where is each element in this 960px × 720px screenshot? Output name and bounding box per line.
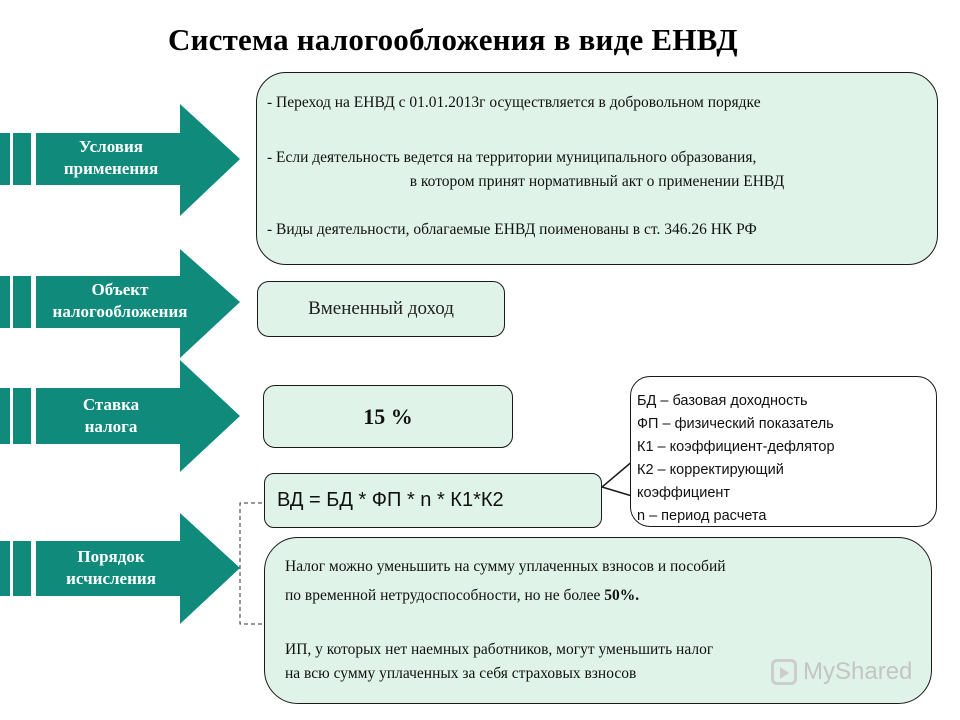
calculation-limit: 50%. — [604, 587, 640, 604]
arrow-stripe — [0, 541, 10, 596]
row-label-rate — [36, 394, 186, 438]
calculation-line — [285, 587, 639, 605]
condition-line: в котором принят нормативный акт о применении ЕНВД — [409, 173, 785, 190]
row-label-line: налога — [84, 417, 138, 436]
condition-line: - Если деятельность ведется на территории муниципального образования, — [267, 149, 757, 166]
row-label-object — [32, 279, 208, 323]
legend-item: БД – базовая доходность — [637, 393, 808, 409]
condition-line: - Виды деятельности, облагаемые ЕНВД поименованы в ст. 346.26 НК РФ — [267, 221, 757, 238]
legend-item: коэффициент — [637, 485, 731, 501]
legend-item: n – период расчета — [637, 508, 767, 524]
arrow-stripe — [0, 276, 10, 328]
row-label-line: налогообложения — [52, 302, 188, 321]
rate-box: 15 % — [263, 385, 513, 448]
row-label-calculation — [36, 546, 186, 590]
row-label-line: исчисления — [66, 569, 156, 588]
row-label-line: Условия — [79, 137, 143, 156]
calculation-line: Налог можно уменьшить на сумму уплаченных взносов и пособий — [285, 558, 726, 575]
arrow-stripe — [13, 276, 31, 328]
formula-box — [264, 473, 602, 528]
arrow-stripe — [13, 541, 31, 596]
dashed-bracket — [240, 503, 262, 624]
watermark-text: MyShared — [803, 658, 913, 685]
legend-item: К2 – корректирующий — [637, 462, 784, 478]
row-label-line: Объект — [91, 280, 149, 299]
play-icon — [771, 659, 797, 685]
calculation-text: по временной нетрудоспособности, но не более — [285, 587, 605, 604]
row-label-line: применения — [63, 159, 159, 178]
page-title: Система налогообложения в виде ЕНВД — [168, 22, 738, 57]
arrow-stripe — [13, 133, 31, 185]
calculation-line: на всю сумму уплаченных за себя страховых взносов — [285, 665, 637, 682]
row-label-line: Порядок — [77, 547, 145, 566]
legend-item: К1 – коэффициент-дефлятор — [637, 439, 835, 455]
row-label-conditions — [36, 136, 186, 180]
row-label-line: Ставка — [82, 395, 140, 414]
legend-box — [630, 376, 937, 527]
arrow-stripe — [0, 388, 10, 444]
condition-line: - Переход на ЕНВД с 01.01.2013г осуществляется в добровольном порядке — [267, 94, 761, 111]
arrow-stripe — [13, 388, 31, 444]
watermark — [771, 658, 912, 686]
calculation-line: ИП, у которых нет наемных работников, могут уменьшить налог — [285, 641, 714, 658]
object-box: Вмененный доход — [257, 281, 505, 337]
formula-text: ВД = БД * ФП * n * К1*К2 — [277, 489, 504, 511]
arrow-stripe — [0, 133, 10, 185]
legend-item: ФП – физический показатель — [637, 416, 834, 432]
conditions-box — [256, 72, 938, 265]
